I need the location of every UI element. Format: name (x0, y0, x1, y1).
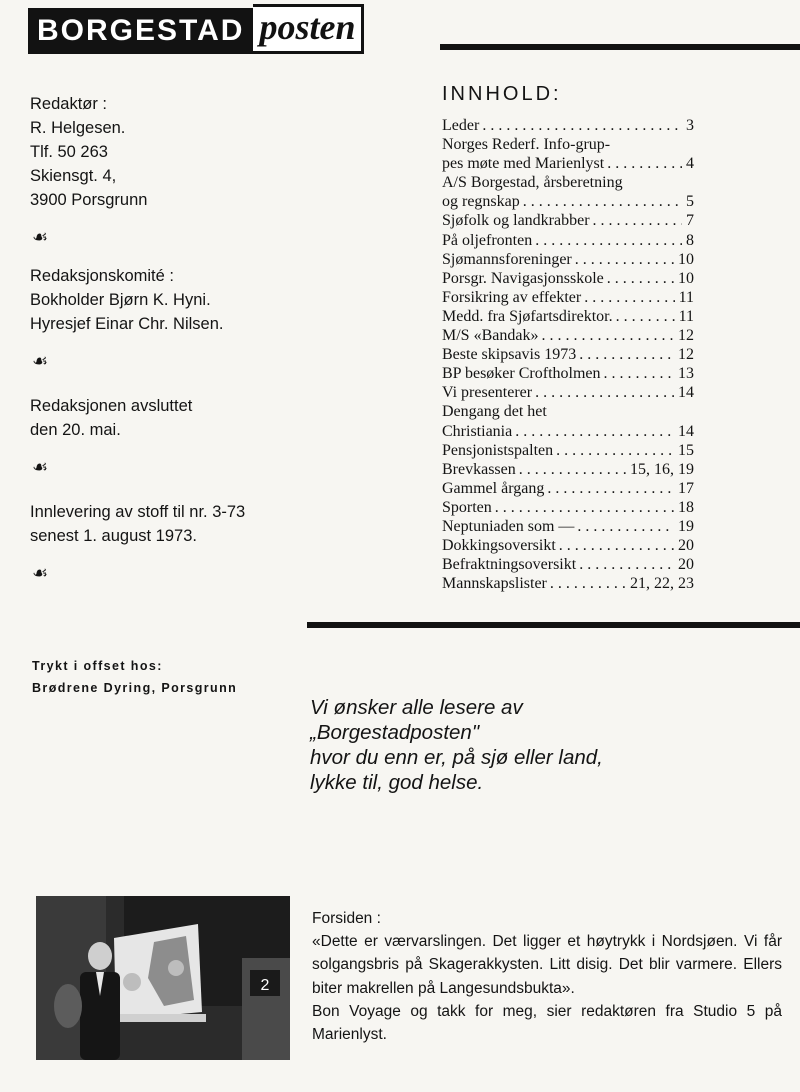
toc-dot-leader (512, 422, 674, 441)
cover-text: «Dette er værvarslingen. Det ligger et høytrykk i Nordsjøen. Vi får solgangsbris på Skagerakkysten. Litt disig. Det blir varmere. Ellers biter makrellen på Langesundsbukta». (312, 933, 782, 997)
toc-entry (442, 517, 694, 536)
toc-dot-leader (520, 192, 682, 211)
closing-date: den 20. mai. (30, 421, 121, 439)
committee-label: Redaksjonskomité : (30, 267, 174, 285)
toc-entry-page: 18 (678, 498, 694, 516)
toc-entry (442, 326, 694, 345)
toc-entry (442, 364, 694, 383)
table-of-contents (442, 116, 694, 593)
toc-entry-page: 20 (678, 556, 694, 574)
toc-entry (442, 441, 694, 460)
toc-dot-leader (604, 269, 674, 288)
toc-entry-title: Dokkingsoversikt (442, 537, 556, 555)
toc-entry-title: Mannskapslister (442, 575, 547, 593)
toc-entry-page: 14 (678, 422, 694, 440)
printer-label: Trykt i offset hos: (32, 659, 163, 673)
toc-entry-page: 10 (678, 269, 694, 287)
toc-dot-leader (532, 231, 682, 250)
toc-entry (442, 422, 694, 441)
toc-entry-title: Christiania (442, 422, 513, 440)
toc-entry-title: Sjømannsforeninger (442, 250, 572, 268)
toc-dot-leader (576, 345, 674, 364)
toc-entry (442, 211, 694, 230)
toc-entry-page: 17 (678, 479, 694, 497)
greeting-line: Vi ønsker alle lesere av (310, 696, 523, 719)
toc-entry-page: 11 (678, 307, 694, 325)
toc-entry (442, 173, 694, 192)
toc-entry (442, 479, 694, 498)
toc-entry (442, 154, 694, 173)
toc-entry-title: Beste skipsavis 1973 (442, 346, 577, 364)
toc-entry (442, 383, 694, 402)
ornament-icon: ☙ (32, 351, 49, 372)
toc-entry-page: 13 (678, 365, 694, 383)
toc-entry-title: Dengang det het (442, 403, 547, 421)
toc-entry-page: 11 (678, 288, 694, 306)
toc-entry (442, 498, 694, 517)
toc-entry (442, 345, 694, 364)
colophon (30, 92, 300, 600)
toc-dot-leader (572, 250, 674, 269)
greeting-line: „Borgestadposten" (310, 721, 480, 744)
masthead-rule (440, 44, 800, 50)
toc-entry (442, 307, 694, 326)
toc-entry-title: Brevkassen (442, 460, 516, 478)
committee-member: Bokholder Bjørn K. Hyni. (30, 291, 211, 309)
toc-entry-title: Porsgr. Navigasjonsskole (442, 269, 604, 287)
toc-entry-title: Leder (442, 117, 480, 134)
toc-entry-page: 14 (678, 384, 694, 402)
greeting-line: lykke til, god helse. (310, 771, 484, 794)
toc-entry-page: 4 (686, 155, 694, 173)
toc-entry-title: Gammel årgang (442, 479, 545, 497)
editor-name: R. Helgesen. (30, 119, 126, 137)
toc-dot-leader (574, 517, 674, 536)
toc-entry-title: Pensjonistspalten (442, 441, 554, 459)
greeting (310, 695, 790, 795)
toc-entry-title: Forsikring av effekter (442, 288, 582, 306)
toc-dot-leader (538, 326, 674, 345)
toc-dot-leader (479, 116, 682, 135)
toc-entry-page: 10 (678, 250, 694, 268)
toc-dot-leader (544, 479, 674, 498)
masthead-script-text: posten (253, 4, 364, 54)
toc-entry-page: 20 (678, 537, 694, 555)
submission-line: Innlevering av stoff til nr. 3-73 (30, 503, 246, 521)
toc-entry (442, 250, 694, 269)
printer-name: Brødrene Dyring, Porsgrunn (32, 681, 238, 695)
toc-dot-leader (604, 154, 682, 173)
ornament-icon: ☙ (32, 563, 49, 584)
toc-dot-leader (576, 555, 674, 574)
toc-entry-title: M/S «Bandak» (442, 327, 539, 345)
masthead-logo (28, 6, 364, 54)
cover-caption (312, 907, 782, 1046)
toc-entry-page: 21, 22, 23 (630, 575, 694, 593)
toc-dot-leader (553, 441, 674, 460)
toc-entry (442, 460, 694, 479)
toc-entry-title: Neptuniaden som — (442, 517, 575, 535)
ornament-icon: ☙ (32, 227, 49, 248)
toc-entry-title: Norges Rederf. Info-grup- (442, 136, 611, 154)
toc-entry-title: Medd. fra Sjøfartsdirektor. (442, 307, 613, 325)
toc-entry-title: Sjøfolk og landkrabber (442, 212, 590, 230)
editor-phone: Tlf. 50 263 (30, 143, 108, 161)
cover-photo-illustration (36, 896, 290, 1060)
toc-entry (442, 192, 694, 211)
toc-entry-title: Befraktningsoversikt (442, 556, 577, 574)
toc-entry-page: 19 (678, 517, 694, 535)
submission-deadline: senest 1. august 1973. (30, 527, 197, 545)
toc-entry-title: A/S Borgestad, årsberetning (442, 174, 623, 192)
toc-entry-title: pes møte med Marienlyst (442, 155, 605, 173)
masthead-block-text: BORGESTAD (28, 8, 253, 54)
ornament-icon: ☙ (32, 457, 49, 478)
greeting-line: hvor du enn er, på sjø eller land, (310, 746, 603, 769)
toc-dot-leader (532, 383, 674, 402)
editor-label: Redaktør : (30, 95, 108, 113)
toc-dot-leader (516, 460, 626, 479)
toc-dot-leader (590, 211, 682, 230)
cover-signoff: Bon Voyage og takk for meg, sier redaktøren fra Studio 5 på Marienlyst. (312, 1002, 782, 1044)
closing-line: Redaksjonen avsluttet (30, 397, 193, 415)
toc-entry-page: 15 (678, 441, 694, 459)
toc-entry (442, 135, 694, 154)
editor-city: 3900 Porsgrunn (30, 191, 148, 209)
editor-street: Skiensgt. 4, (30, 167, 117, 185)
committee-member: Hyresjef Einar Chr. Nilsen. (30, 315, 224, 333)
toc-entry (442, 536, 694, 555)
toc-entry (442, 574, 694, 593)
toc-entry-page: 15, 16, 19 (630, 460, 694, 478)
toc-heading: INNHOLD: (442, 83, 562, 105)
toc-dot-leader (556, 536, 674, 555)
toc-entry (442, 402, 694, 421)
toc-entry-title: og regnskap (442, 193, 520, 211)
toc-entry-page: 3 (686, 117, 694, 134)
toc-entry-title: På oljefronten (442, 231, 533, 249)
toc-entry-title: Sporten (442, 498, 492, 516)
toc-dot-leader (613, 307, 675, 326)
camera-number-label: 2 (260, 977, 270, 994)
toc-dot-leader (547, 574, 626, 593)
toc-dot-leader (581, 288, 674, 307)
toc-entry (442, 555, 694, 574)
toc-entry (442, 116, 694, 135)
toc-entry (442, 269, 694, 288)
toc-dot-leader (601, 364, 675, 383)
printer-credit (32, 655, 237, 699)
cover-label: Forsiden : (312, 910, 381, 927)
section-rule (307, 622, 800, 628)
toc-entry-title: Vi presenterer (442, 384, 533, 402)
toc-entry-page: 7 (686, 212, 694, 230)
toc-entry-page: 12 (678, 327, 694, 345)
toc-entry (442, 231, 694, 250)
toc-entry-title: BP besøker Croftholmen (442, 365, 601, 383)
toc-entry-page: 5 (686, 193, 694, 211)
toc-entry (442, 288, 694, 307)
toc-entry-page: 8 (686, 231, 694, 249)
cover-photo (36, 896, 290, 1060)
toc-entry-page: 12 (678, 346, 694, 364)
toc-dot-leader (492, 498, 674, 517)
